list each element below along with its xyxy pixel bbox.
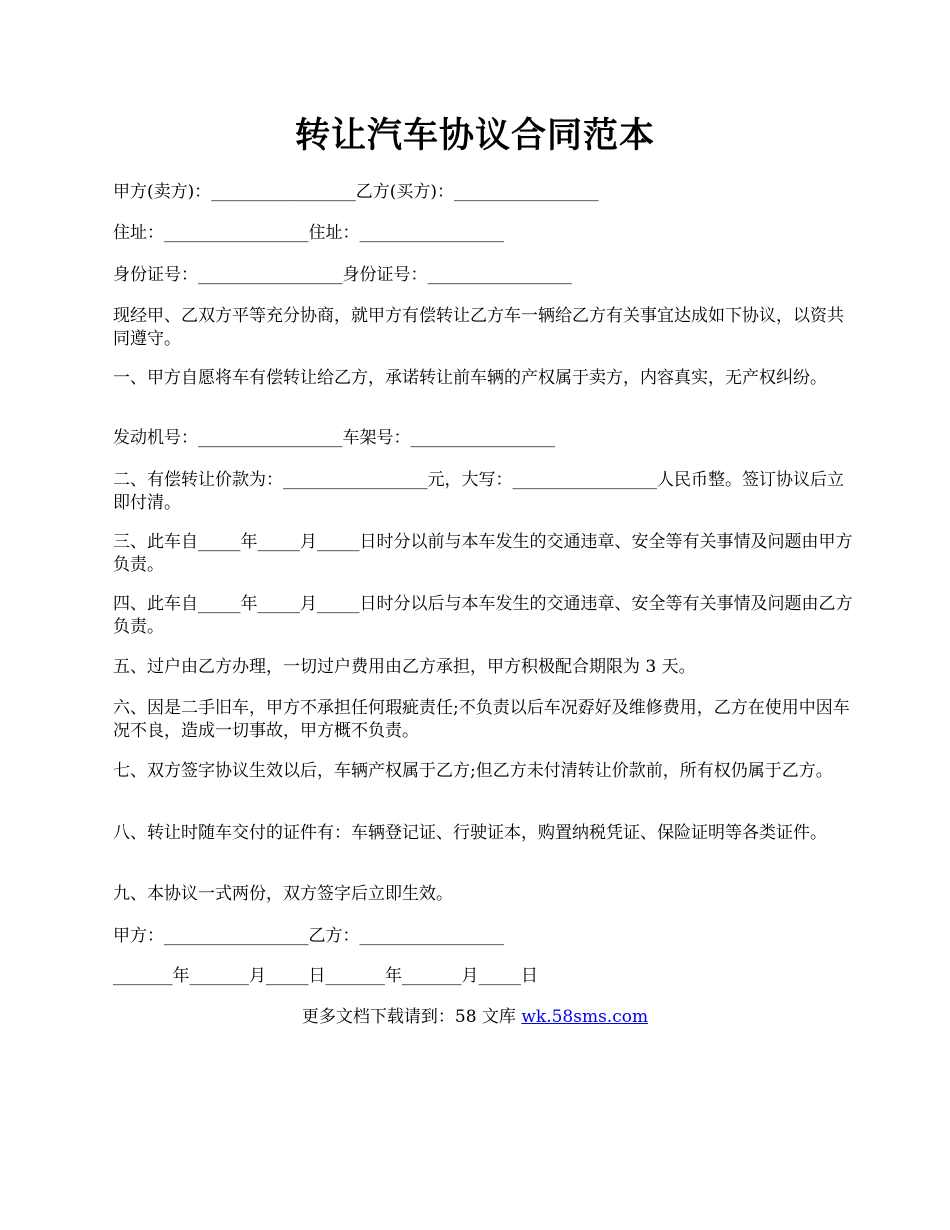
- footer-link[interactable]: wk.58sms.com: [521, 1007, 649, 1027]
- signatures-line: 甲方：_________________乙方：_________________: [113, 926, 504, 946]
- clause-5: 五、过户由乙方办理，一切过户费用由乙方承担，甲方积极配合期限为 3 天。: [113, 657, 696, 677]
- footer: [0, 1005, 950, 1029]
- engine-frame-line: 发动机号：_________________车架号：_________________: [113, 428, 555, 448]
- footer-text: 更多文档下载请到：58 文库: [301, 1007, 522, 1027]
- intro-paragraph: 现经甲、乙双方平等充分协商，就甲方有偿转让乙方车一辆给乙方有关事宜达成如下协议，以资共同遵守。: [113, 306, 844, 349]
- clause-4: 四、此车自_____年_____月_____日时分以后与本车发生的交通违章、安全等有关事情及问题由乙方负责。: [113, 594, 853, 637]
- document-title: 转让汽车协议合同范本: [294, 115, 655, 156]
- clause-8: 八、转让时随车交付的证件有：车辆登记证、行驶证本，购置纳税凭证、保险证明等各类证件。: [113, 823, 827, 843]
- id-number-line: 身份证号：_________________身份证号：_________________: [113, 265, 572, 285]
- address-line: 住址：_________________住址：_________________: [113, 223, 504, 243]
- clause-7: 七、双方签字协议生效以后，车辆产权属于乙方;但乙方未付清转让价款前，所有权仍属于乙方。: [113, 761, 833, 781]
- dates-line: _______年_______月_____日_______年_______月_____日: [113, 966, 538, 986]
- clause-2: 二、有偿转让价款为：_________________元，大写：_________________人民币整。签订协议后立即付清。: [113, 470, 844, 513]
- clause-3: 三、此车自_____年_____月_____日时分以前与本车发生的交通违章、安全等有关事情及问题由甲方负责。: [113, 532, 853, 575]
- parties-line: 甲方(卖方)：_________________乙方(买方)：_________________: [113, 182, 599, 202]
- clause-1: 一、甲方自愿将车有偿转让给乙方，承诺转让前车辆的产权属于卖方，内容真实，无产权纠纷。: [113, 368, 827, 388]
- clause-9: 九、本协议一式两份，双方签字后立即生效。: [113, 884, 453, 904]
- clause-6: 六、因是二手旧车，甲方不承担任何瑕疵责任;不负责以后车况孬好及维修费用，乙方在使用中因车况不良，造成一切事故，甲方概不负责。: [113, 698, 850, 741]
